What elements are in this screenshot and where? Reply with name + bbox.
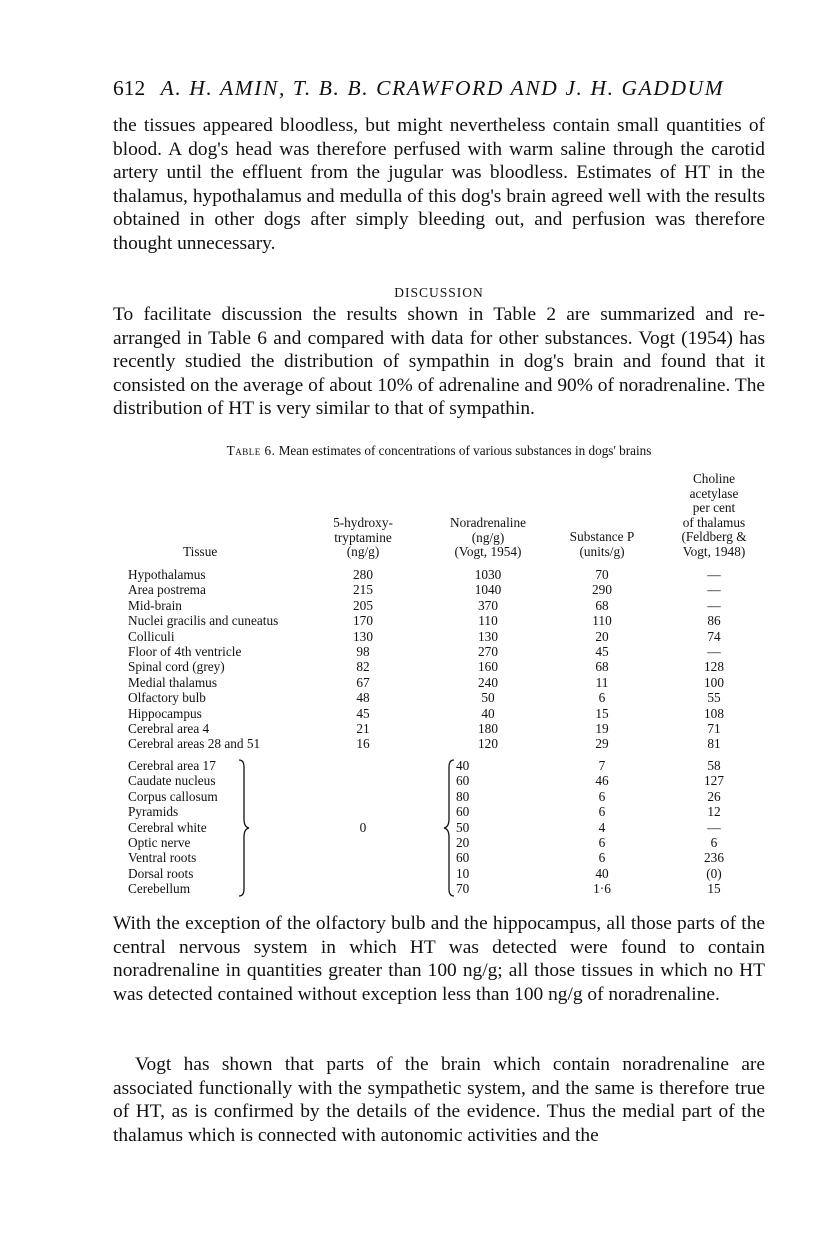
cell-choline: 55 bbox=[707, 690, 721, 706]
col-header-substance-p bbox=[554, 530, 650, 559]
cell-choline: 26 bbox=[707, 788, 721, 804]
col-header-cho-line: Vogt, 1948) bbox=[682, 543, 746, 559]
cell-substance-p: 4 bbox=[598, 819, 606, 835]
cell-choline: — bbox=[707, 567, 721, 582]
cell-tissue: Ventral roots bbox=[128, 850, 197, 866]
cell-substance-p: 110 bbox=[592, 613, 612, 629]
cell-substance-p: 29 bbox=[595, 736, 609, 752]
cell-substance-p: 6 bbox=[598, 850, 606, 866]
cell-substance-p: 70 bbox=[595, 567, 609, 582]
cell-tissue: Floor of 4th ventricle bbox=[128, 644, 242, 659]
cell-tissue: Nuclei gracilis and cuneatus bbox=[128, 613, 279, 629]
col-header-nor-line: (ng/g) bbox=[471, 529, 505, 545]
author-line: A. H. AMIN, T. B. B. CRAWFORD AND J. H. GADDUM bbox=[160, 76, 725, 100]
paragraph-3: With the exception of the olfactory bulb and the hippocampus, all those parts of the central nervous system in which HT was detected were found to contain noradrenaline in quantities greater than 100 ng/g; all those tissues in which no HT was detected contained without exception less than 100 ng/g of noradrenaline. bbox=[113, 913, 765, 1005]
col-header-ht-line: 5-hydroxy- bbox=[333, 515, 393, 530]
table-row bbox=[0, 629, 816, 644]
cell-substance-p: 6 bbox=[598, 835, 606, 850]
cell-choline: — bbox=[707, 819, 721, 835]
cell-choline: 6 bbox=[710, 835, 718, 850]
cell-choline: 12 bbox=[707, 804, 721, 820]
cell-noradrenaline: 60 bbox=[456, 804, 470, 820]
table-row bbox=[0, 582, 816, 597]
cell-choline: 127 bbox=[704, 773, 724, 789]
cell-tissue: Dorsal roots bbox=[128, 865, 194, 881]
section-heading-discussion: DISCUSSION bbox=[394, 285, 484, 300]
cell-substance-p: 6 bbox=[598, 788, 606, 804]
cell-choline: 236 bbox=[704, 850, 724, 866]
table-row bbox=[0, 659, 816, 674]
cell-noradrenaline: 40 bbox=[456, 758, 470, 773]
table-row bbox=[0, 736, 816, 751]
table-row bbox=[0, 598, 816, 613]
table-row bbox=[0, 835, 816, 850]
cell-tissue: Mid-brain bbox=[128, 597, 182, 613]
table-row bbox=[0, 644, 816, 659]
cell-substance-p: 11 bbox=[595, 674, 609, 690]
col-header-sub-line: (units/g) bbox=[579, 543, 625, 559]
cell-noradrenaline: 370 bbox=[478, 597, 498, 613]
cell-tissue: Optic nerve bbox=[128, 835, 191, 850]
table-row bbox=[0, 567, 816, 582]
cell-tissue: Colliculi bbox=[128, 628, 175, 644]
cell-noradrenaline: 110 bbox=[478, 613, 498, 629]
left-brace-icon bbox=[442, 759, 456, 897]
cell-noradrenaline: 10 bbox=[456, 865, 470, 881]
cell-tissue: Corpus callosum bbox=[128, 788, 218, 804]
col-header-cho-line: Choline bbox=[692, 471, 736, 486]
cell-substance-p: 68 bbox=[595, 597, 609, 613]
col-header-ht-line: (ng/g) bbox=[346, 544, 380, 560]
cell-tissue: Spinal cord (grey) bbox=[128, 659, 225, 675]
cell-substance-p: 46 bbox=[595, 773, 609, 789]
cell-tissue: Medial thalamus bbox=[128, 674, 217, 690]
cell-ht: 21 bbox=[356, 721, 370, 736]
right-brace-icon bbox=[237, 759, 251, 897]
cell-tissue: Hippocampus bbox=[128, 705, 202, 721]
cell-noradrenaline: 1040 bbox=[474, 582, 502, 598]
table-row bbox=[0, 690, 816, 705]
cell-noradrenaline: 50 bbox=[456, 819, 470, 835]
cell-ht: 67 bbox=[356, 674, 370, 690]
cell-substance-p: 40 bbox=[595, 865, 609, 881]
cell-substance-p: 7 bbox=[598, 758, 606, 773]
col-header-sub-line: Substance P bbox=[569, 529, 635, 544]
cell-ht: 16 bbox=[356, 736, 370, 752]
cell-choline: 71 bbox=[707, 721, 721, 736]
cell-substance-p: 45 bbox=[595, 644, 609, 659]
table-caption bbox=[113, 443, 765, 459]
col-header-cho-line: of thalamus bbox=[682, 514, 746, 530]
cell-ht: 48 bbox=[356, 690, 370, 706]
cell-noradrenaline: 40 bbox=[481, 705, 495, 721]
paragraph-2: To facilitate discussion the results shown in Table 2 are summarized and re-arranged in Table 6 and compared with data for other substances. Vogt (1954) has recently studied the distribution of sympathin in dog's brain and found that it consisted on the average of about 10% of adrenaline and 90% of noradrenaline. The distribution of HT is very similar to that of sympathin. bbox=[113, 304, 765, 419]
col-header-nor-line: Noradrenaline bbox=[449, 515, 527, 530]
cell-ht: 82 bbox=[356, 659, 370, 675]
table-row bbox=[0, 820, 816, 835]
cell-tissue: Area postrema bbox=[128, 582, 206, 598]
paragraph-1: the tissues appeared bloodless, but might nevertheless contain small quantities of blood. A dog's head was therefore perfused with warm saline through the carotid artery until the effluent from the jugular was bloodless. Estimates of HT in the thalamus, hypothalamus and medulla of this dog's brain agreed well with the results obtained in other dogs after simply bleeding out, and perfusion was therefore thought unnecessary. bbox=[113, 115, 765, 254]
cell-ht: 215 bbox=[353, 582, 373, 598]
table-row bbox=[0, 789, 816, 804]
col-header-ht bbox=[320, 516, 406, 560]
col-header-cho-line: (Feldberg & bbox=[681, 529, 747, 545]
cell-substance-p: 6 bbox=[598, 804, 606, 820]
cell-noradrenaline: 270 bbox=[478, 644, 498, 659]
cell-choline: 74 bbox=[707, 628, 721, 644]
col-header-ht-line: tryptamine bbox=[334, 529, 392, 545]
cell-ht-group: 0 bbox=[359, 819, 367, 835]
cell-choline: — bbox=[707, 644, 721, 659]
col-header-cho-line: acetylase bbox=[689, 485, 739, 501]
cell-noradrenaline: 1030 bbox=[474, 567, 502, 582]
col-header-tissue: Tissue bbox=[183, 544, 218, 559]
cell-substance-p: 290 bbox=[592, 582, 612, 598]
cell-choline: (0) bbox=[706, 865, 722, 881]
table-row bbox=[0, 881, 816, 896]
col-header-noradrenaline bbox=[433, 516, 543, 560]
cell-substance-p: 68 bbox=[595, 659, 609, 675]
cell-ht: 98 bbox=[356, 644, 370, 659]
cell-noradrenaline: 180 bbox=[478, 721, 498, 736]
cell-noradrenaline: 60 bbox=[456, 773, 470, 789]
cell-noradrenaline: 50 bbox=[481, 690, 495, 706]
cell-ht: 170 bbox=[353, 613, 373, 629]
cell-substance-p: 20 bbox=[595, 628, 609, 644]
cell-noradrenaline: 70 bbox=[456, 881, 470, 897]
cell-substance-p: 15 bbox=[595, 705, 609, 721]
cell-noradrenaline: 240 bbox=[478, 674, 498, 690]
cell-choline: 58 bbox=[707, 758, 721, 773]
cell-noradrenaline: 80 bbox=[456, 788, 470, 804]
cell-ht: 280 bbox=[353, 567, 373, 582]
cell-choline: 128 bbox=[704, 659, 724, 675]
running-header bbox=[113, 76, 724, 101]
cell-tissue: Cerebral area 17 bbox=[128, 758, 216, 773]
cell-substance-p: 6 bbox=[598, 690, 606, 706]
table-row bbox=[0, 613, 816, 628]
table-row bbox=[0, 866, 816, 881]
table-row bbox=[0, 773, 816, 788]
cell-tissue: Pyramids bbox=[128, 804, 179, 820]
cell-choline: — bbox=[707, 597, 721, 613]
cell-tissue: Hypothalamus bbox=[128, 567, 206, 582]
table-row bbox=[0, 758, 816, 773]
col-header-cho-line: per cent bbox=[692, 500, 736, 516]
cell-choline: 100 bbox=[704, 674, 724, 690]
cell-tissue: Cerebral areas 28 and 51 bbox=[128, 736, 261, 752]
cell-substance-p: 1·6 bbox=[593, 881, 611, 897]
col-header-nor-line: (Vogt, 1954) bbox=[454, 544, 522, 560]
cell-noradrenaline: 60 bbox=[456, 850, 470, 866]
table-row bbox=[0, 675, 816, 690]
table-row bbox=[0, 804, 816, 819]
cell-ht: 45 bbox=[356, 705, 370, 721]
table-row bbox=[0, 721, 816, 736]
cell-tissue: Caudate nucleus bbox=[128, 773, 216, 789]
table-label: Table 6. bbox=[226, 443, 276, 458]
cell-ht: 130 bbox=[353, 628, 373, 644]
table-row bbox=[0, 850, 816, 865]
cell-tissue: Cerebral area 4 bbox=[128, 721, 210, 736]
cell-tissue: Olfactory bulb bbox=[128, 690, 206, 706]
cell-choline: 15 bbox=[707, 881, 721, 897]
cell-substance-p: 19 bbox=[595, 721, 609, 736]
cell-noradrenaline: 160 bbox=[478, 659, 498, 675]
cell-ht: 205 bbox=[353, 597, 373, 613]
cell-tissue: Cerebellum bbox=[128, 881, 191, 897]
cell-tissue: Cerebral white bbox=[128, 819, 207, 835]
cell-choline: — bbox=[707, 582, 721, 598]
table-caption-text: Mean estimates of concentrations of various substances in dogs' brains bbox=[278, 443, 652, 458]
cell-noradrenaline: 120 bbox=[478, 736, 498, 752]
col-header-choline bbox=[664, 472, 764, 560]
cell-choline: 86 bbox=[707, 613, 721, 629]
cell-noradrenaline: 130 bbox=[478, 628, 498, 644]
page-number: 612 bbox=[113, 76, 146, 100]
cell-choline: 108 bbox=[704, 705, 724, 721]
paragraph-4: Vogt has shown that parts of the brain which contain noradrenaline are associated functionally with the sympathetic system, and the same is therefore true of HT, as is confirmed by the details of the evidence. Thus the medial part of the thalamus which is connected with autonomic activities and the bbox=[113, 1054, 765, 1146]
table-row bbox=[0, 706, 816, 721]
cell-noradrenaline: 20 bbox=[456, 835, 470, 850]
cell-choline: 81 bbox=[707, 736, 721, 752]
